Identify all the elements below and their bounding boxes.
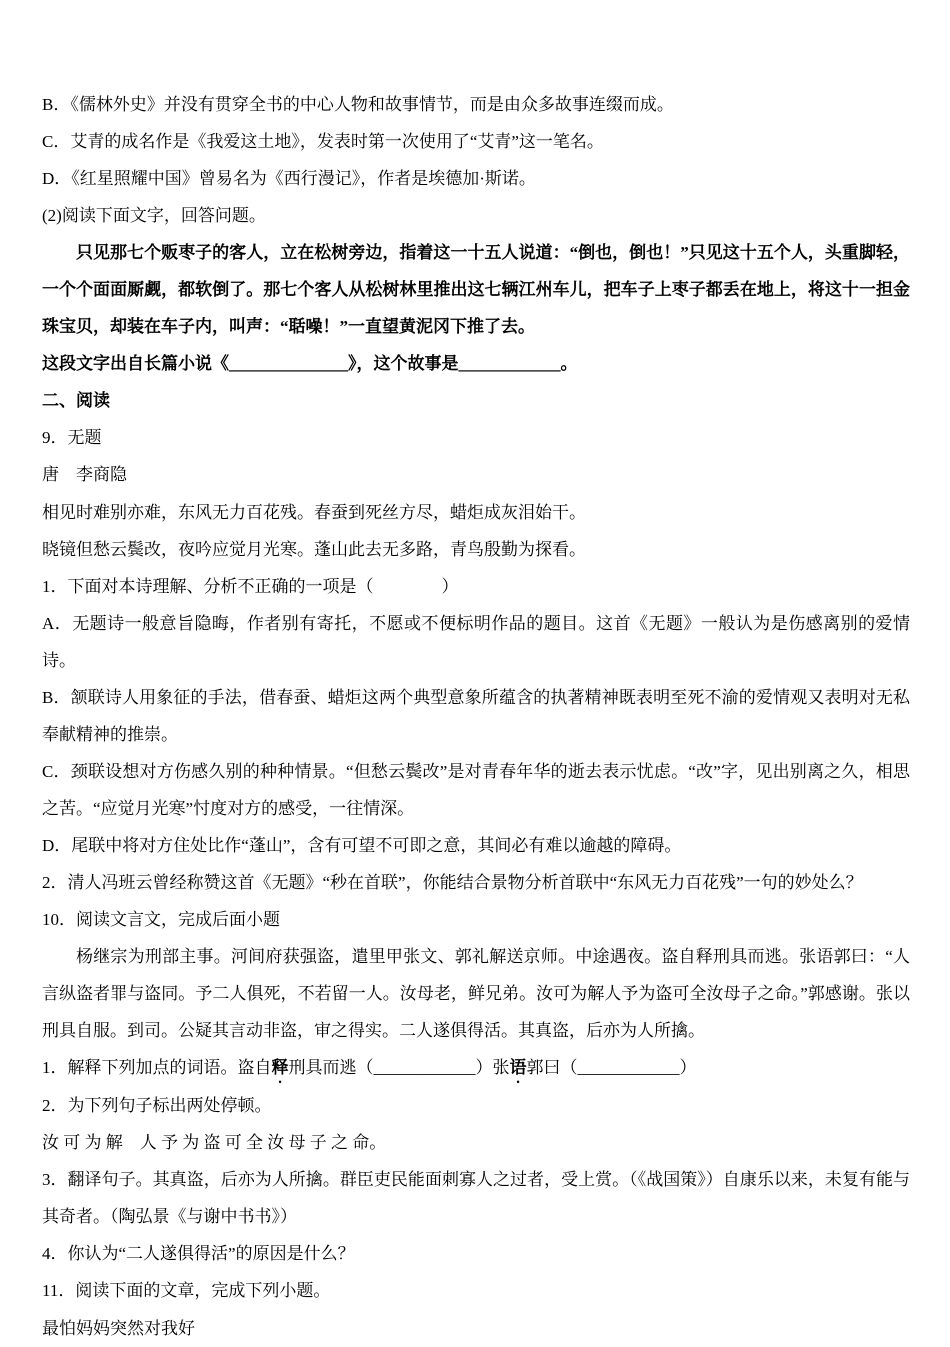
q9-poem-line-2: 晓镜但愁云鬓改，夜吟应觉月光寒。蓬山此去无多路，青鸟殷勤为探看。 <box>42 539 586 559</box>
q10-sub3-prompt: 3．翻译句子。其真盗，后亦为人所擒。群臣吏民能面刺寡人之过者，受上赏。（《战国策》）自康乐以来，未复有能与其奇者。（陶弘景《与谢中书书》） <box>42 1170 910 1227</box>
q8-fill-blank-line: 这段文字出自长篇小说《______________》，这个故事是____________。 <box>42 354 578 374</box>
section2-heading: 二、阅读 <box>42 391 110 411</box>
q9-option-c: C．颈联设想对方伤感久别的种种情景。“但愁云鬓改”是对青春年华的逝去表示忧虑。“改”字，见出别离之久，相思之苦。“应觉月光寒”忖度对方的感受，一往情深。 <box>42 761 910 818</box>
q10-sub1-part2: 刑具而逃（____________）张 <box>288 1058 510 1078</box>
q10-passage: 杨继宗为刑部主事。河间府获强盗，遣里甲张文、郭礼解送京师。中途遇夜。盗自释刑具而逃。张语郭曰：“人言纵盗者罪与盗同。予二人俱死，不若留一人。汝母老，鲜兄弟。汝可为解人予为盗可全汝母子之命。”郭感谢。张以刑具自服。到司。公疑其言动非盗，审之得实。二人遂俱得活。其真盗，后亦为人所擒。 <box>42 947 910 1041</box>
q10-sub1-emphasized-char-1: 释 <box>271 1058 289 1078</box>
q8-part2-prompt: (2)阅读下面文字，回答问题。 <box>42 206 266 226</box>
q10-sub1-part1: 1．解释下列加点的词语。盗自 <box>42 1058 272 1078</box>
q9-option-b: B．颔联诗人用象征的手法，借春蚕、蜡炬这两个典型意象所蕴含的执著精神既表明至死不渝的爱情观又表明对无私奉献精神的推崇。 <box>42 687 910 744</box>
q9-option-d: D．尾联中将对方住处比作“蓬山”，含有可望不可即之意，其间必有难以逾越的障碍。 <box>42 835 682 855</box>
q10-sub1-prompt <box>42 1049 910 1087</box>
q11-prompt: 11．阅读下面的文章，完成下列小题。 <box>42 1281 331 1301</box>
q8-option-b: B．《儒林外史》并没有贯穿全书的中心人物和故事情节，而是由众多故事连缀而成。 <box>42 95 674 114</box>
q8-excerpt-paragraph: 只见那七个贩枣子的客人，立在松树旁边，指着这一十五人说道：“倒也，倒也！”只见这十五个人，头重脚轻，一个个面面厮觑，都软倒了。那七个客人从松树林里推出这七辆江州车儿，把车子上枣子都丢在地上，将这十一担金珠宝贝，却装在车子内，叫声：“聒噪！”一直望黄泥冈下推了去。 <box>42 243 910 337</box>
q10-sub1-emphasized-char-2: 语 <box>509 1058 527 1078</box>
q9-sub2-prompt: 2．清人冯班云曾经称赞这首《无题》“秒在首联”，你能结合景物分析首联中“东风无力百花残”一句的妙处么？ <box>42 872 863 892</box>
q10-sub2-prompt: 2．为下列句子标出两处停顿。 <box>42 1096 272 1116</box>
q9-author: 唐 李商隐 <box>42 465 127 485</box>
q10-sub1-part3: 郭曰（____________） <box>526 1058 697 1078</box>
q11-article-title: 最怕妈妈突然对我好 <box>42 1318 195 1338</box>
q9-poem-line-1: 相见时难别亦难，东风无力百花残。春蚕到死丝方尽，蜡炬成灰泪始干。 <box>42 502 586 522</box>
q8-option-d: D．《红星照耀中国》曾易名为《西行漫记》，作者是埃德加·斯诺。 <box>42 169 536 189</box>
q10-pause-sentence: 汝 可 为 解 人 予 为 盗 可 全 汝 母 子 之 命。 <box>42 1133 387 1153</box>
q9-option-a: A．无题诗一般意旨隐晦，作者别有寄托，不愿或不便标明作品的题目。这首《无题》一般认为是伤感离别的爱情诗。 <box>42 613 910 670</box>
q9-sub1-prompt: 1．下面对本诗理解、分析不正确的一项是（ ） <box>42 576 459 596</box>
q10-sub4-prompt: 4．你认为“二人遂俱得活”的原因是什么？ <box>42 1244 355 1264</box>
q9-title: 9．无题 <box>42 428 102 448</box>
q8-option-c: C．艾青的成名作是《我爱这土地》，发表时第一次使用了“艾青”这一笔名。 <box>42 132 604 152</box>
q10-prompt: 10．阅读文言文，完成后面小题 <box>42 910 280 930</box>
